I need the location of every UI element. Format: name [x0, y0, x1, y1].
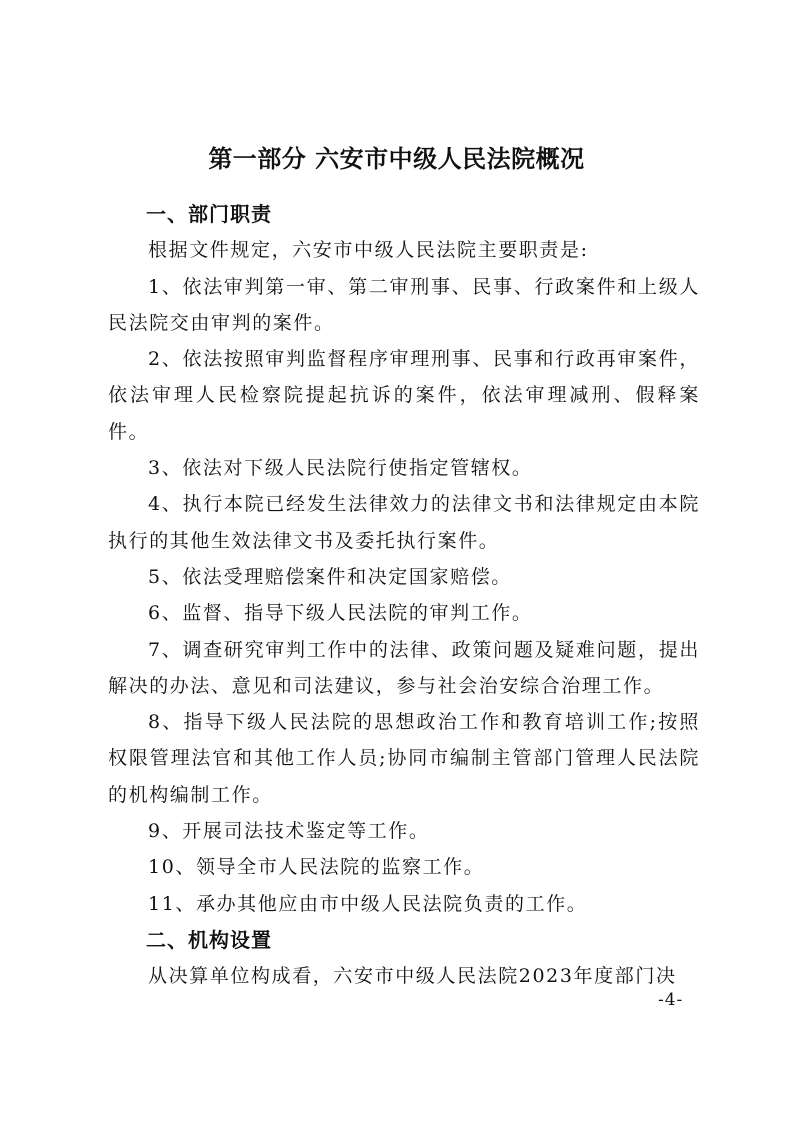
- page-number: -4-: [658, 990, 684, 1010]
- duty-item-11: 11、承办其他应由市中级人民法院负责的工作。: [148, 892, 588, 915]
- structure-paragraph: 从决算单位构成看，六安市中级人民法院2023年度部门决: [148, 965, 677, 988]
- duty-item-10: 10、领导全市人民法院的监察工作。: [148, 856, 485, 879]
- document-body: [108, 196, 700, 995]
- duty-item-5: 5、依法受理赔偿案件和决定国家赔偿。: [148, 565, 512, 588]
- duties-intro-paragraph: 根据文件规定，六安市中级人民法院主要职责是:: [148, 239, 589, 262]
- duty-item-7: 7、调查研究审判工作中的法律、政策问题及疑难问题，提出解决的办法、意见和司法建议，参与社会治安综合治理工作。: [108, 638, 700, 697]
- page-title: 第一部分 六安市中级人民法院概况: [208, 145, 585, 173]
- duty-item-9: 9、开展司法技术鉴定等工作。: [148, 820, 430, 843]
- duty-item-4: 4、执行本院已经发生法律效力的法律文书和法律规定由本院执行的其他生效法律文书及委托执行案件。: [108, 493, 700, 552]
- duty-item-2: 2、依法按照审判监督程序审理刑事、民事和行政再审案件，依法审理人民检察院提起抗诉的案件，依法审理减刑、假释案件。: [108, 348, 700, 443]
- section-heading-structure: 二、机构设置: [146, 927, 272, 952]
- duty-item-8: 8、指导下级人民法院的思想政治工作和教育培训工作;按照权限管理法官和其他工作人员;协同市编制主管部门管理人民法院的机构编制工作。: [108, 711, 700, 806]
- duty-item-1: 1、依法审判第一审、第二审刑事、民事、行政案件和上级人民法院交由审判的案件。: [108, 275, 700, 334]
- duty-item-6: 6、监督、指导下级人民法院的审判工作。: [148, 602, 533, 625]
- section-heading-duties: 一、部门职责: [146, 202, 272, 226]
- duty-item-3: 3、依法对下级人民法院行使指定管辖权。: [148, 457, 533, 480]
